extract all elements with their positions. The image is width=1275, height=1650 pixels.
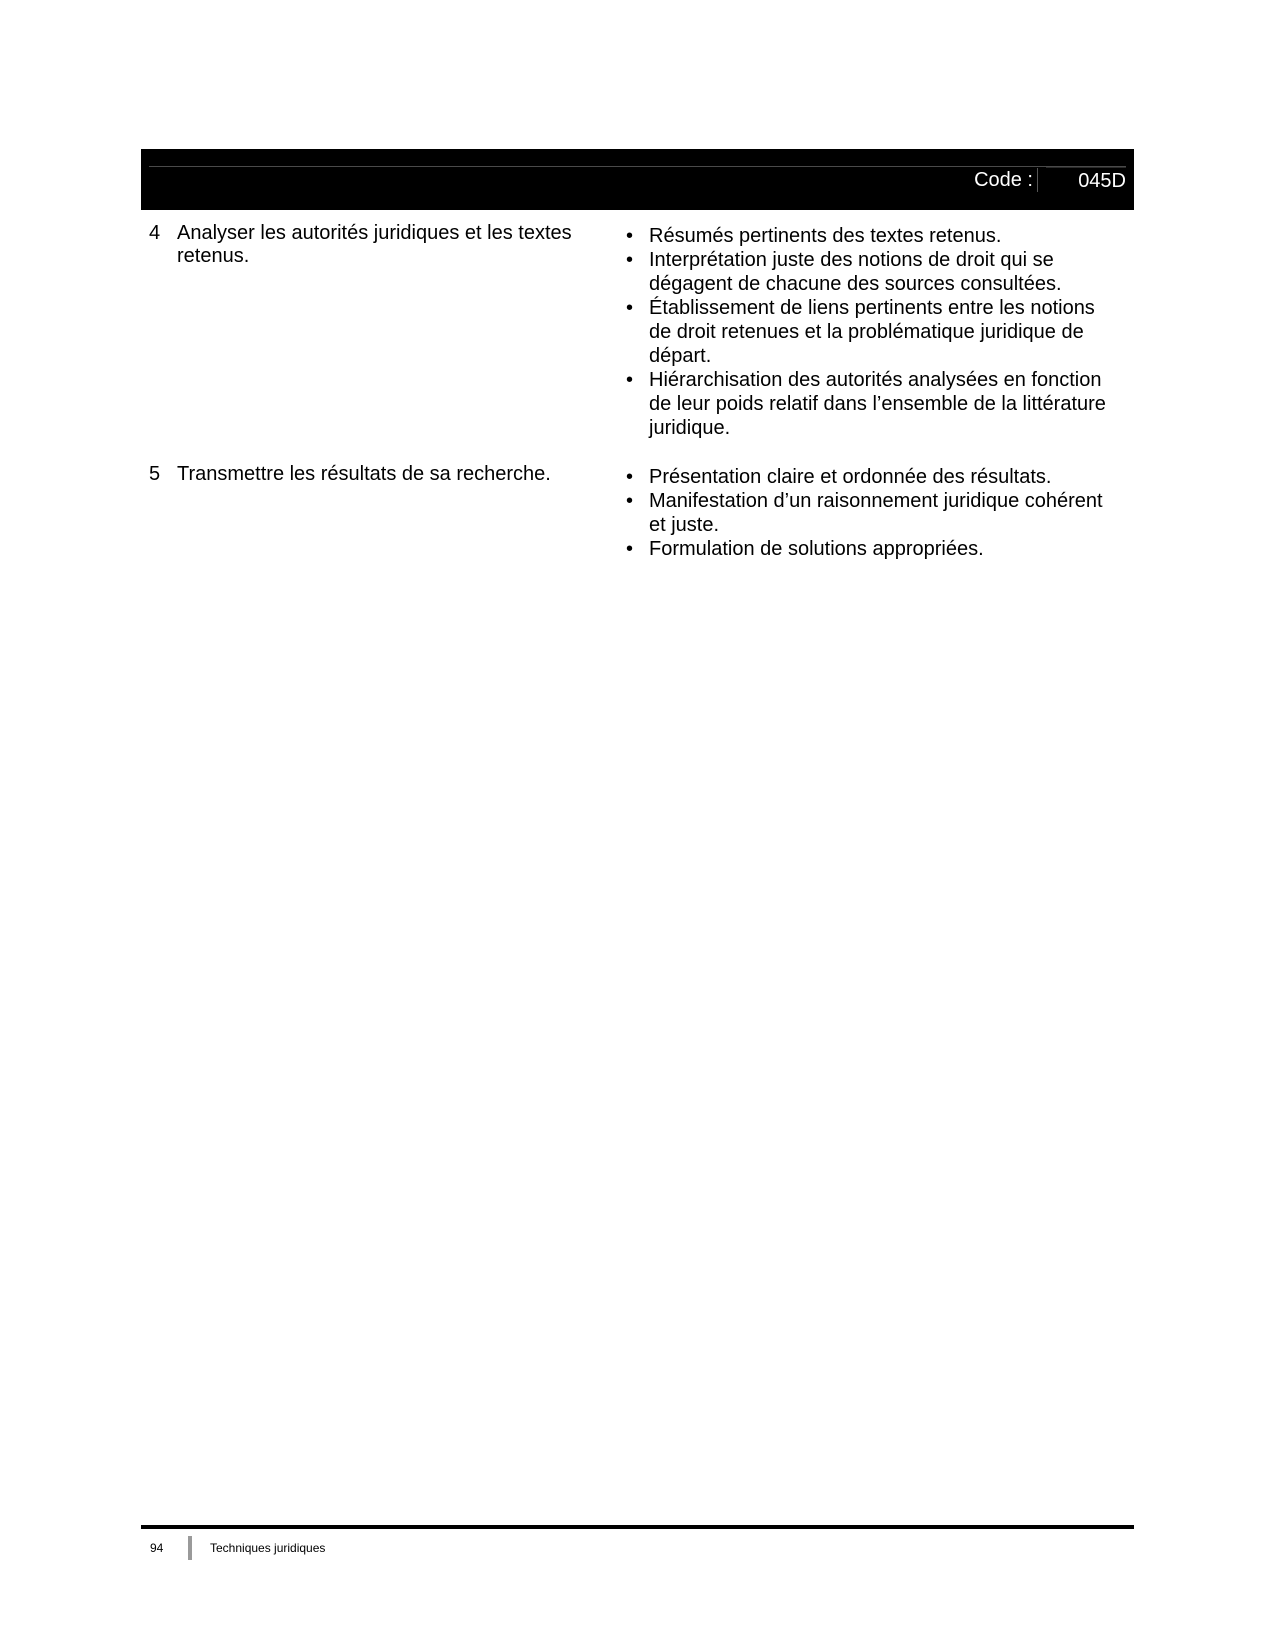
element-of-competency [149,463,589,486]
criterion-item: • Formulation de solutions appropriées. [626,537,1106,561]
element-text: Analyser les autorités juridiques et les textes retenus. [177,222,572,267]
page-number: 94 [150,1541,164,1555]
code-value-box [1046,167,1126,194]
criterion-item: • Présentation claire et ordonnée des résultats. [626,465,1106,489]
footer-separator [188,1536,192,1560]
element-text: Transmettre les résultats de sa recherche. [177,463,551,485]
performance-criteria-list [626,224,1106,440]
criterion-item: • Établissement de liens pertinents entre les notions de droit retenues et la problématique juridique de départ. [626,296,1106,368]
footer-rule [141,1525,1134,1529]
code-value: 045D [1078,170,1126,192]
criterion-item: • Résumés pertinents des textes retenus. [626,224,1106,248]
element-number: 5 [149,463,161,485]
element-of-competency [149,222,589,268]
footer-title: Techniques juridiques [210,1541,326,1555]
criterion-item: • Interprétation juste des notions de droit qui se dégagent de chacune des sources consultées. [626,248,1106,296]
performance-criteria-list [626,465,1106,561]
element-number: 4 [149,222,161,244]
header-rule [149,166,1126,167]
code-label: Code : [974,168,1038,192]
header-bar [141,149,1134,210]
criterion-item: • Manifestation d’un raisonnement juridique cohérent et juste. [626,489,1106,537]
criterion-item: • Hiérarchisation des autorités analysées en fonction de leur poids relatif dans l’ensemble de la littérature juridique. [626,368,1106,440]
